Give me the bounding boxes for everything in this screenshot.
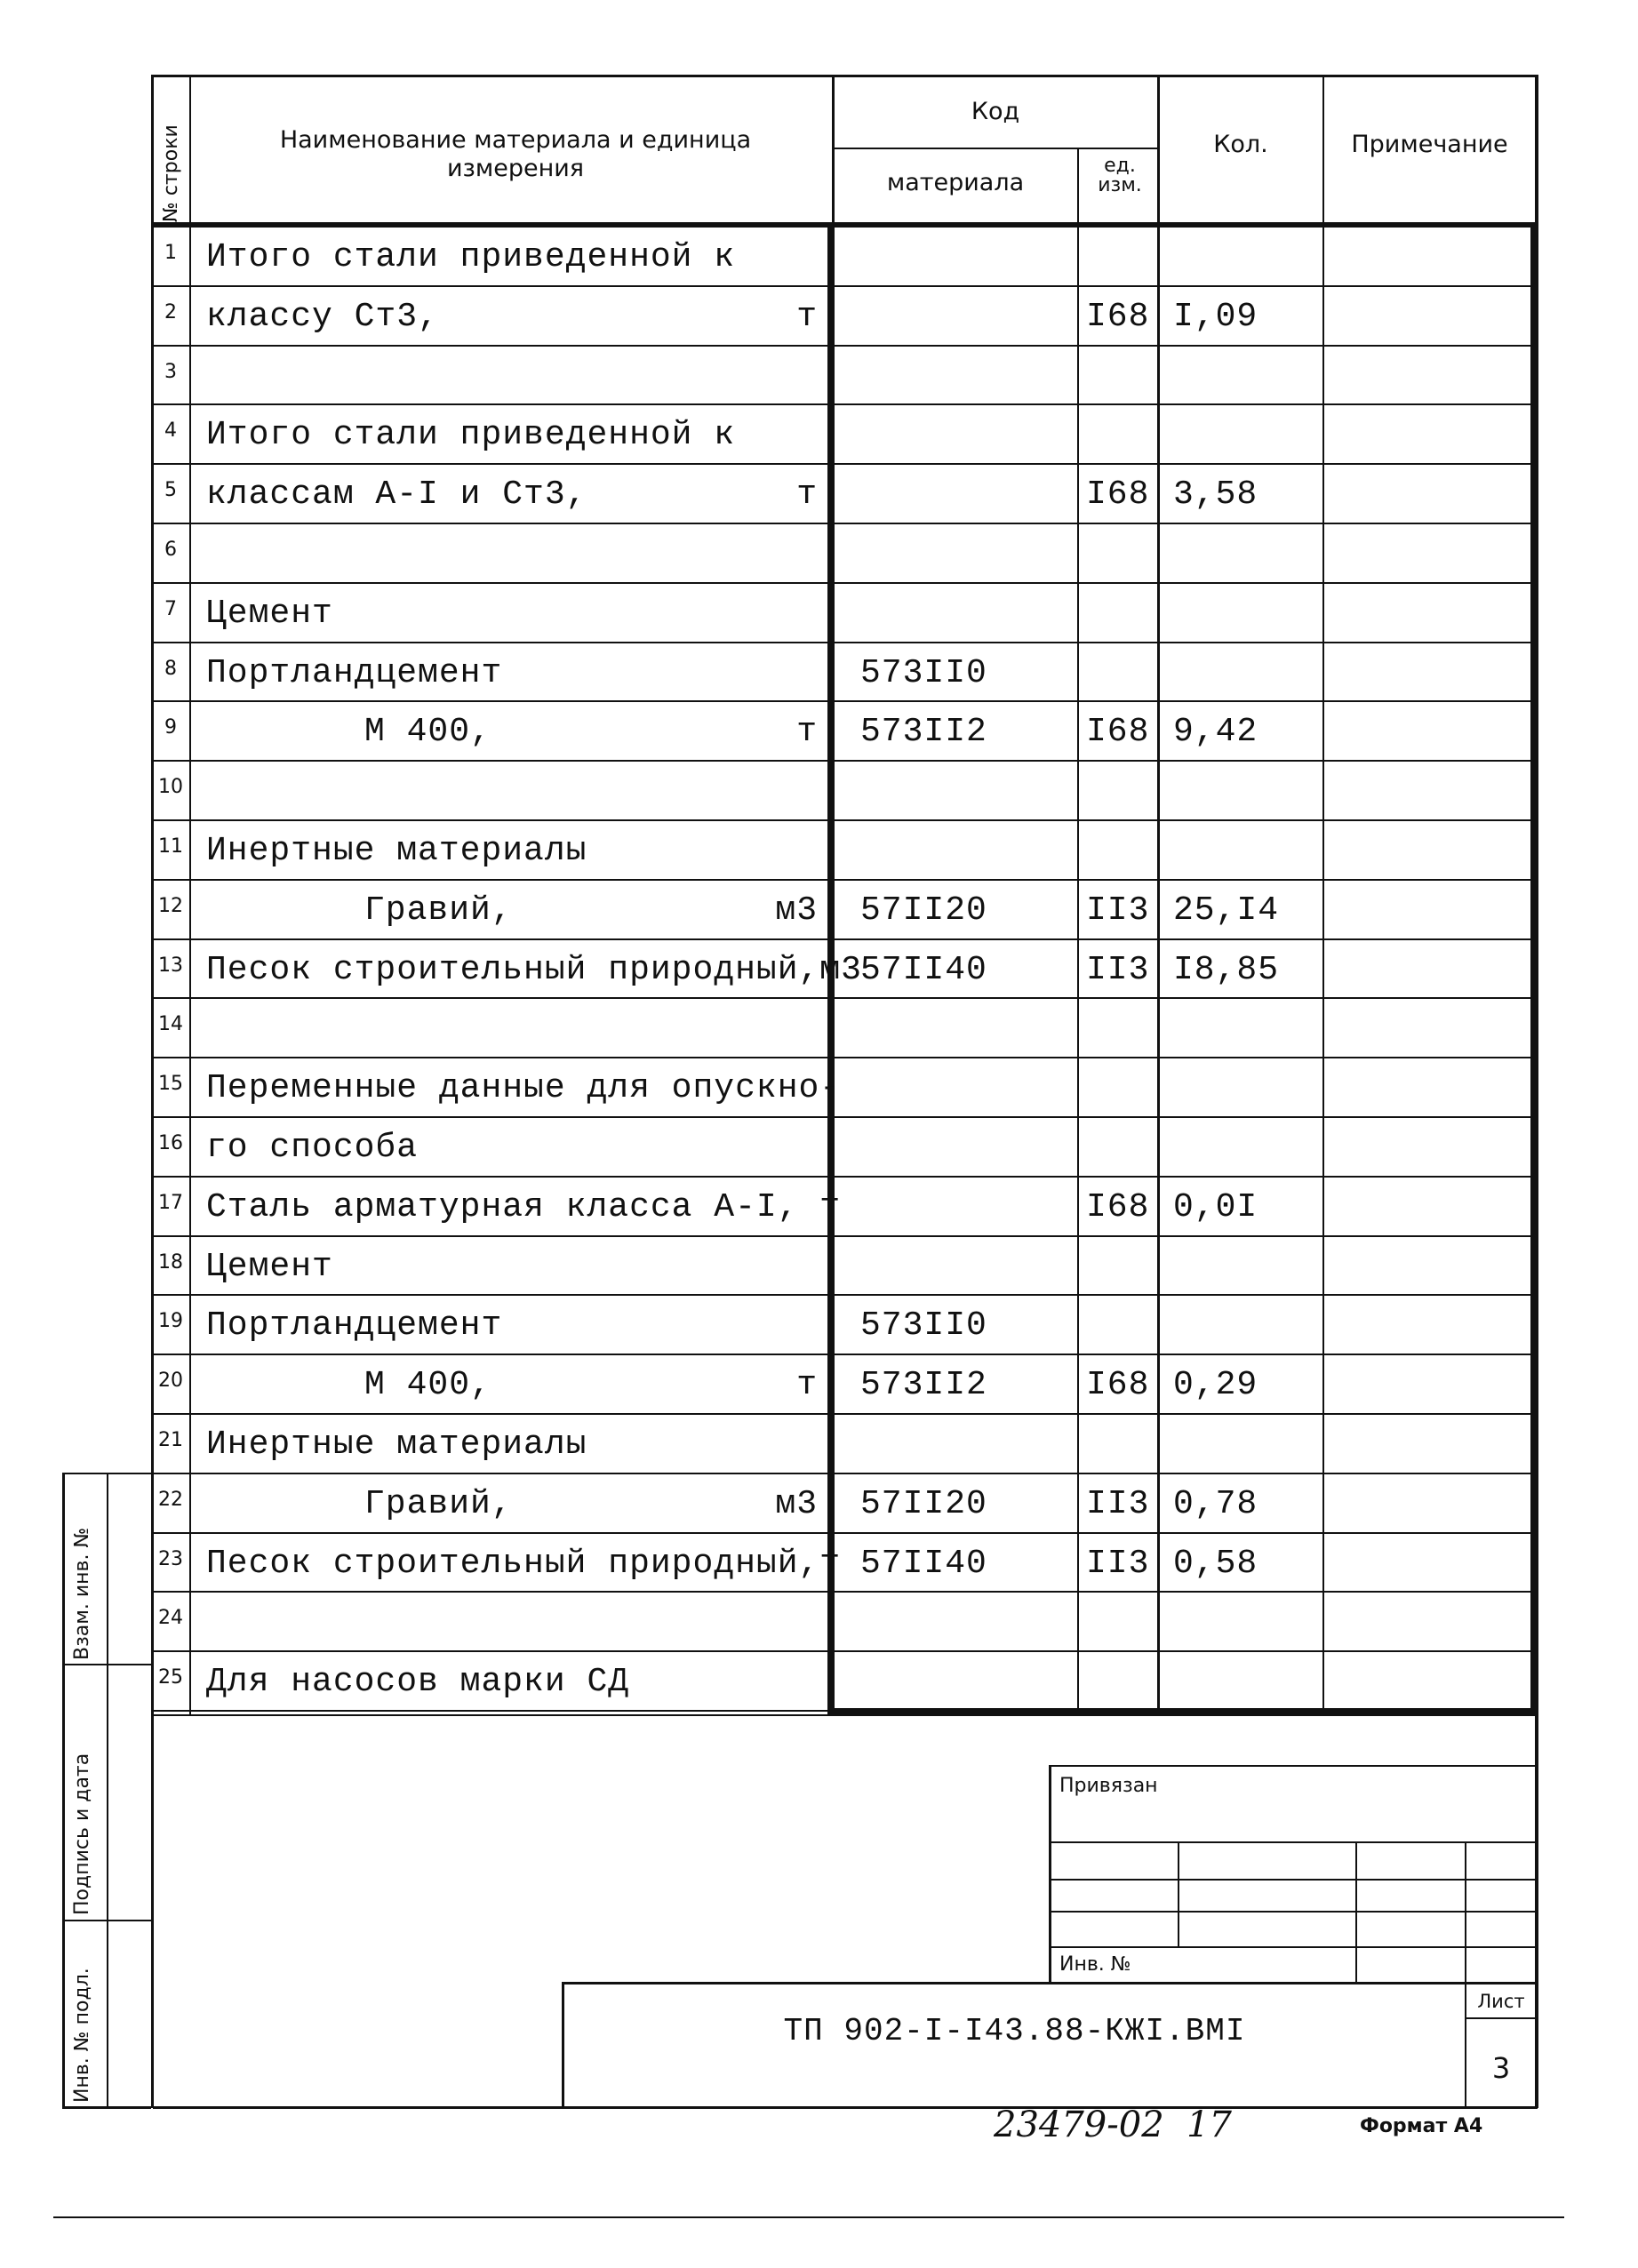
row-number: 23 [158, 1547, 183, 1570]
row-divider [151, 523, 1535, 524]
row-quantity: 25,I4 [1173, 890, 1280, 930]
row-name: Песок строительный природный,т [206, 1544, 842, 1583]
row-divider [151, 1176, 1535, 1178]
row-number: 22 [158, 1488, 183, 1511]
row-name: Цемент [206, 594, 333, 633]
row-number: 11 [158, 835, 183, 858]
row-number: 19 [158, 1310, 183, 1333]
row-unit-label: м3 [775, 1484, 818, 1523]
row-number: 18 [158, 1250, 183, 1274]
row-number: 25 [158, 1666, 183, 1689]
header-code-unit: ед. изм. [1098, 155, 1142, 196]
row-divider [151, 1650, 1535, 1652]
row-divider [151, 403, 1535, 405]
row-number: 16 [158, 1132, 183, 1154]
row-quantity: 0,58 [1173, 1544, 1258, 1583]
row-material-code: 573II0 [860, 1306, 987, 1346]
privyazan-label: Привязан [1059, 1775, 1158, 1797]
header-note: Примечание [1351, 131, 1508, 158]
row-unit-label: т [796, 713, 818, 752]
row-divider [151, 1413, 1535, 1415]
row-name: Для насосов марки СД [206, 1663, 630, 1702]
row-unit-label: т [796, 1366, 818, 1405]
row-unit-code: II3 [1086, 1544, 1150, 1583]
row-unit-label: м3 [775, 890, 818, 930]
row-name: го способа [206, 1129, 419, 1167]
row-divider [151, 345, 1535, 347]
header-code-material: материала [886, 169, 1025, 196]
row-divider [151, 1710, 1535, 1712]
row-number: 7 [164, 597, 177, 620]
row-name: Инертные материалы [206, 1425, 587, 1464]
list-number: 3 [1491, 2051, 1511, 2085]
document-code: ТП 902-I-I43.88-КЖI.ВМI [783, 2013, 1246, 2049]
row-name: Портландцемент [206, 1306, 503, 1346]
row-unit-code: II3 [1086, 890, 1150, 930]
row-divider [151, 879, 1535, 881]
row-number: 5 [164, 479, 177, 502]
handwritten-number: 23479-02 17 [994, 2104, 1232, 2145]
row-unit-code: I68 [1086, 1187, 1150, 1226]
row-name: М 400, [364, 1366, 491, 1405]
margin-vzam-label: Взам. инв. № [71, 1527, 93, 1660]
row-name: Гравий, [364, 890, 513, 930]
row-name: Песок строительный природный,м3 [206, 950, 862, 989]
row-number: 13 [158, 954, 183, 977]
row-number: 10 [158, 776, 183, 799]
page-bottom-rule [53, 2216, 1564, 2218]
margin-podpis-label: Подпись и дата [71, 1753, 93, 1915]
row-number: 15 [158, 1073, 183, 1096]
row-number: 9 [164, 716, 177, 739]
row-divider [151, 938, 1535, 940]
row-name: Сталь арматурная класса А-I, т [206, 1187, 842, 1226]
row-number: 24 [158, 1607, 183, 1630]
row-divider [151, 1294, 1535, 1296]
row-name: Портландцемент [206, 653, 503, 692]
row-number: 20 [158, 1370, 183, 1393]
row-number: 12 [158, 894, 183, 917]
row-divider [151, 997, 1535, 999]
row-divider [151, 760, 1535, 762]
row-material-code: 57II20 [860, 890, 987, 930]
header-qty: Кол. [1213, 131, 1268, 158]
row-material-code: 573II2 [860, 713, 987, 752]
row-unit-label: т [796, 297, 818, 336]
row-divider [151, 1591, 1535, 1593]
row-quantity: 0,29 [1173, 1366, 1258, 1405]
row-name: Цемент [206, 1247, 333, 1286]
row-divider [151, 1057, 1535, 1058]
row-divider [151, 642, 1535, 643]
row-divider [151, 819, 1535, 821]
row-quantity: I,09 [1173, 297, 1258, 336]
row-quantity: 9,42 [1173, 713, 1258, 752]
row-name: классам А-I и Ст3, [206, 475, 587, 515]
row-unit-code: I68 [1086, 475, 1150, 515]
row-number: 8 [164, 657, 177, 680]
row-number: 17 [158, 1191, 183, 1214]
row-unit-code: I68 [1086, 713, 1150, 752]
row-unit-code: I68 [1086, 1366, 1150, 1405]
row-divider [151, 1354, 1535, 1355]
row-divider [151, 285, 1535, 287]
row-name: Инертные материалы [206, 832, 587, 870]
format-label: Формат А4 [1360, 2115, 1483, 2137]
row-unit-code: II3 [1086, 1484, 1150, 1523]
row-name: Итого стали приведенной к [206, 416, 736, 455]
row-name: М 400, [364, 713, 491, 752]
row-number: 6 [164, 539, 177, 561]
header-name: Наименование материала и единица измерения [279, 126, 752, 183]
row-material-code: 57II20 [860, 1484, 987, 1523]
row-material-code: 57II40 [860, 950, 987, 989]
row-quantity: 0,78 [1173, 1484, 1258, 1523]
row-material-code: 57II40 [860, 1544, 987, 1583]
row-divider [151, 1116, 1535, 1118]
row-name: Гравий, [364, 1484, 513, 1523]
row-unit-code: II3 [1086, 950, 1150, 989]
row-unit-code: I68 [1086, 297, 1150, 336]
margin-inv-label: Инв. № подл. [71, 1968, 93, 2103]
row-number: 2 [164, 300, 177, 323]
row-quantity: I8,85 [1173, 950, 1280, 989]
row-divider [151, 463, 1535, 465]
row-number: 4 [164, 419, 177, 443]
list-label: Лист [1477, 1991, 1525, 2012]
row-material-code: 573II0 [860, 653, 987, 692]
row-number: 14 [158, 1013, 183, 1036]
row-name: Переменные данные для опускно- [206, 1069, 842, 1108]
row-divider [151, 582, 1535, 584]
row-name: Итого стали приведенной к [206, 238, 736, 276]
header-row-no: № строки [160, 124, 182, 222]
row-number: 21 [158, 1429, 183, 1451]
row-material-code: 573II2 [860, 1366, 987, 1405]
header-code: Код [971, 98, 1020, 125]
row-unit-label: т [796, 475, 818, 515]
row-divider [151, 1473, 1535, 1474]
row-quantity: 0,0I [1173, 1187, 1258, 1226]
row-divider [151, 1235, 1535, 1237]
row-number: 3 [164, 360, 177, 383]
row-number: 1 [164, 242, 177, 264]
row-divider [151, 700, 1535, 702]
row-divider [151, 1532, 1535, 1534]
row-quantity: 3,58 [1173, 475, 1258, 515]
row-name: классу Ст3, [206, 297, 439, 336]
inv-no-label: Инв. № [1059, 1953, 1131, 1976]
